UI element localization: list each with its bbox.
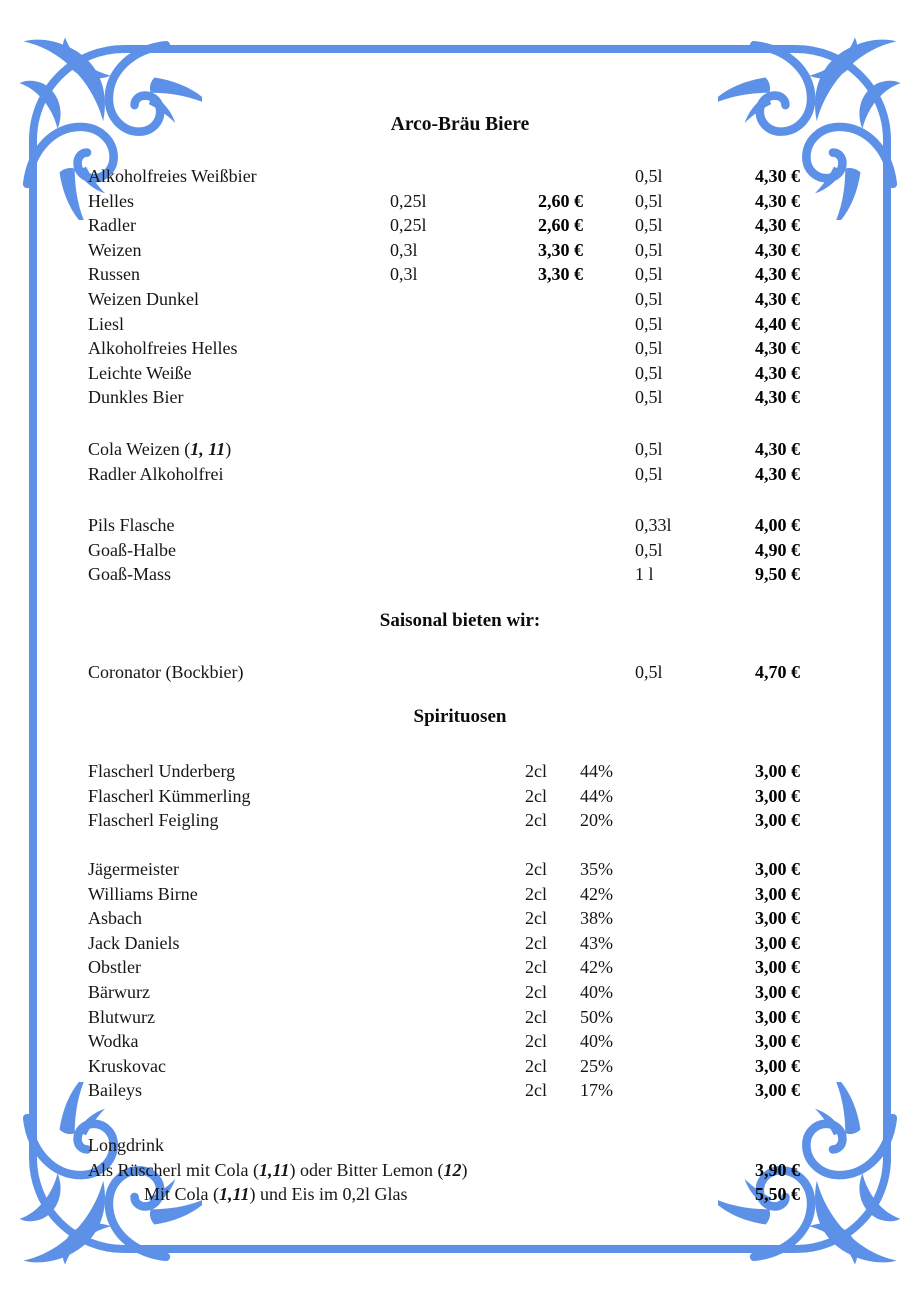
menu-item-row xyxy=(88,213,800,238)
item-size: 2cl xyxy=(525,982,547,1002)
menu-item-row xyxy=(88,1005,800,1030)
item-price-large: 4,30 € xyxy=(755,362,800,383)
item-name-text: ) und Eis im 0,2l Glas xyxy=(249,1184,408,1205)
item-size-small: 0,3l xyxy=(390,264,418,285)
item-name-text: Mit Cola ( xyxy=(144,1184,219,1205)
item-size: 2cl xyxy=(525,1055,547,1076)
item-price-large: 4,40 € xyxy=(755,313,800,334)
item-name: Weizen Dunkel xyxy=(88,289,200,309)
longdrink-row xyxy=(88,1158,800,1183)
item-price: 3,00 € xyxy=(755,883,800,904)
item-abv: 40% xyxy=(580,1031,613,1052)
item-name: Dunkles Bier xyxy=(88,387,184,408)
item-price: 3,90 € xyxy=(755,1159,800,1180)
item-price-large: 4,30 € xyxy=(755,215,800,236)
item-size-large: 0,5l xyxy=(635,463,663,484)
menu-item-row xyxy=(88,931,800,956)
item-name: Russen xyxy=(88,264,141,285)
spirits-section-heading: Spirituosen xyxy=(413,706,507,727)
item-size-large: 0,5l xyxy=(635,539,663,560)
item-name: Kruskovac xyxy=(88,1055,166,1076)
item-abv: 42% xyxy=(580,883,613,904)
item-name: Jack Daniels xyxy=(88,932,180,953)
seasonal-section-heading: Saisonal bieten wir: xyxy=(379,610,541,631)
item-price-large: 4,90 € xyxy=(755,539,800,560)
item-price: 3,00 € xyxy=(755,810,800,831)
item-size-large: 0,5l xyxy=(635,289,663,309)
item-name-text: ) oder Bitter Lemon ( xyxy=(289,1159,444,1180)
menu-item-row xyxy=(88,980,800,1005)
item-abv: 42% xyxy=(580,957,613,978)
item-size-large: 0,5l xyxy=(635,239,663,260)
menu-item-row xyxy=(88,437,800,462)
menu-item-row xyxy=(88,784,800,809)
item-name: Goaß-Halbe xyxy=(88,539,176,560)
item-abv: 43% xyxy=(580,932,613,953)
item-name: Weizen xyxy=(88,239,142,260)
item-name: Goaß-Mass xyxy=(88,564,171,585)
item-size: 2cl xyxy=(525,932,547,953)
menu-item-row xyxy=(88,808,800,833)
item-size-large: 0,5l xyxy=(635,166,663,186)
menu-item-row xyxy=(88,759,800,784)
menu-item-row xyxy=(88,1029,800,1054)
item-price-large: 4,30 € xyxy=(755,239,800,260)
item-name-footnote: 12 xyxy=(443,1159,462,1180)
menu-item-row xyxy=(88,312,800,337)
item-price-large: 4,70 € xyxy=(755,662,800,682)
item-price: 3,00 € xyxy=(755,785,800,806)
item-price: 3,00 € xyxy=(755,957,800,978)
item-name: Flascherl Feigling xyxy=(88,810,219,831)
item-name: Alkoholfreies Helles xyxy=(88,338,238,359)
item-abv: 35% xyxy=(580,859,613,879)
item-size-large: 0,33l xyxy=(635,515,672,535)
item-price: 3,00 € xyxy=(755,908,800,929)
item-name-text: Als Rüscherl mit Cola ( xyxy=(88,1159,259,1180)
item-price-large: 4,30 € xyxy=(755,166,800,186)
item-abv: 44% xyxy=(580,785,613,806)
menu-item-row xyxy=(88,955,800,980)
item-name: Liesl xyxy=(88,313,124,334)
item-abv: 25% xyxy=(580,1055,613,1076)
item-name: Baileys xyxy=(88,1080,142,1101)
longdrink-label-row xyxy=(88,1133,800,1158)
item-name xyxy=(144,1182,408,1207)
item-name: Flascherl Underberg xyxy=(88,761,236,781)
item-name: Coronator (Bockbier) xyxy=(88,662,244,682)
item-price: 3,00 € xyxy=(755,859,800,879)
item-size: 2cl xyxy=(525,883,547,904)
item-price: 3,00 € xyxy=(755,761,800,781)
item-price-small: 3,30 € xyxy=(538,264,583,285)
menu-item-row xyxy=(88,882,800,907)
item-size-large: 0,5l xyxy=(635,387,663,408)
item-size-small: 0,25l xyxy=(390,190,427,211)
menu-item-row xyxy=(88,336,800,361)
item-price-small: 2,60 € xyxy=(538,215,583,236)
item-size: 2cl xyxy=(525,761,547,781)
menu-item-row xyxy=(88,361,800,386)
item-size: 2cl xyxy=(525,957,547,978)
item-size: 2cl xyxy=(525,1080,547,1101)
item-size-large: 0,5l xyxy=(635,662,663,682)
longdrink-label: Longdrink xyxy=(88,1135,164,1155)
item-abv: 20% xyxy=(580,810,613,831)
item-name: Pils Flasche xyxy=(88,515,175,535)
item-price-small: 3,30 € xyxy=(538,239,583,260)
item-name: Williams Birne xyxy=(88,883,198,904)
item-name-footnote: 1,11 xyxy=(258,1159,290,1180)
item-name-text: ) xyxy=(461,1159,468,1180)
item-abv: 50% xyxy=(580,1006,613,1027)
item-price-large: 4,30 € xyxy=(755,264,800,285)
item-size: 2cl xyxy=(525,859,547,879)
item-size: 2cl xyxy=(525,785,547,806)
item-name: Jägermeister xyxy=(88,859,179,879)
item-price-large: 4,30 € xyxy=(755,289,800,309)
item-size-large: 0,5l xyxy=(635,362,663,383)
item-size: 2cl xyxy=(525,810,547,831)
item-size: 2cl xyxy=(525,1006,547,1027)
item-price-large: 4,00 € xyxy=(755,515,800,535)
menu-item-row xyxy=(88,906,800,931)
item-name: Wodka xyxy=(88,1031,139,1052)
item-price: 3,00 € xyxy=(755,1080,800,1101)
item-size-large: 0,5l xyxy=(635,439,663,459)
item-price-large: 4,30 € xyxy=(755,439,800,459)
item-name: Obstler xyxy=(88,957,141,978)
item-abv: 38% xyxy=(580,908,613,929)
item-name: Leichte Weiße xyxy=(88,362,192,383)
item-size-small: 0,25l xyxy=(390,215,427,236)
menu-item-row xyxy=(88,287,800,312)
page-title: Arco-Bräu Biere xyxy=(390,114,530,135)
item-name xyxy=(88,1158,467,1183)
item-name-text: Cola Weizen ( xyxy=(88,439,191,459)
item-name: Flascherl Kümmerling xyxy=(88,785,251,806)
item-price-large: 4,30 € xyxy=(755,387,800,408)
item-price: 3,00 € xyxy=(755,1031,800,1052)
menu-item-row xyxy=(88,238,800,263)
item-name: Alkoholfreies Weißbier xyxy=(88,166,257,186)
item-abv: 40% xyxy=(580,982,613,1002)
item-size-large: 0,5l xyxy=(635,215,663,236)
item-price-large: 4,30 € xyxy=(755,463,800,484)
item-price-large: 4,30 € xyxy=(755,190,800,211)
item-abv: 44% xyxy=(580,761,613,781)
menu-item-row xyxy=(88,262,800,287)
item-size: 2cl xyxy=(525,1031,547,1052)
menu-item-row xyxy=(88,660,800,685)
menu-item-row xyxy=(88,1054,800,1079)
item-size-large: 1 l xyxy=(635,564,654,585)
item-size-large: 0,5l xyxy=(635,190,663,211)
item-name: Radler xyxy=(88,215,136,236)
item-size-large: 0,5l xyxy=(635,264,663,285)
item-name: Radler Alkoholfrei xyxy=(88,463,224,484)
menu-item-row xyxy=(88,189,800,214)
menu-item-row xyxy=(88,462,800,487)
item-price: 3,00 € xyxy=(755,932,800,953)
item-price: 3,00 € xyxy=(755,1055,800,1076)
menu-item-row xyxy=(88,513,800,538)
item-size: 2cl xyxy=(525,908,547,929)
item-name-footnote: 1,11 xyxy=(219,1184,250,1205)
item-name: Bärwurz xyxy=(88,982,150,1002)
item-size-large: 0,5l xyxy=(635,313,663,334)
item-price-small: 2,60 € xyxy=(538,190,583,211)
item-name-footnote: 1, 11 xyxy=(190,439,226,459)
item-size-small: 0,3l xyxy=(390,239,418,260)
item-price: 3,00 € xyxy=(755,1006,800,1027)
longdrink-row xyxy=(88,1182,800,1207)
menu-item-row xyxy=(88,385,800,410)
menu-item-row xyxy=(88,1078,800,1103)
menu-item-row xyxy=(88,164,800,189)
item-price: 3,00 € xyxy=(755,982,800,1002)
item-price-large: 4,30 € xyxy=(755,338,800,359)
item-name-text: ) xyxy=(225,439,232,459)
item-price: 5,50 € xyxy=(755,1184,800,1205)
item-size-large: 0,5l xyxy=(635,338,663,359)
item-name xyxy=(88,437,231,462)
item-name: Helles xyxy=(88,190,134,211)
item-name: Asbach xyxy=(88,908,142,929)
menu-item-row xyxy=(88,538,800,563)
item-price-large: 9,50 € xyxy=(755,564,800,585)
menu-item-row xyxy=(88,857,800,882)
item-name: Blutwurz xyxy=(88,1006,155,1027)
item-abv: 17% xyxy=(580,1080,613,1101)
menu-item-row xyxy=(88,562,800,587)
